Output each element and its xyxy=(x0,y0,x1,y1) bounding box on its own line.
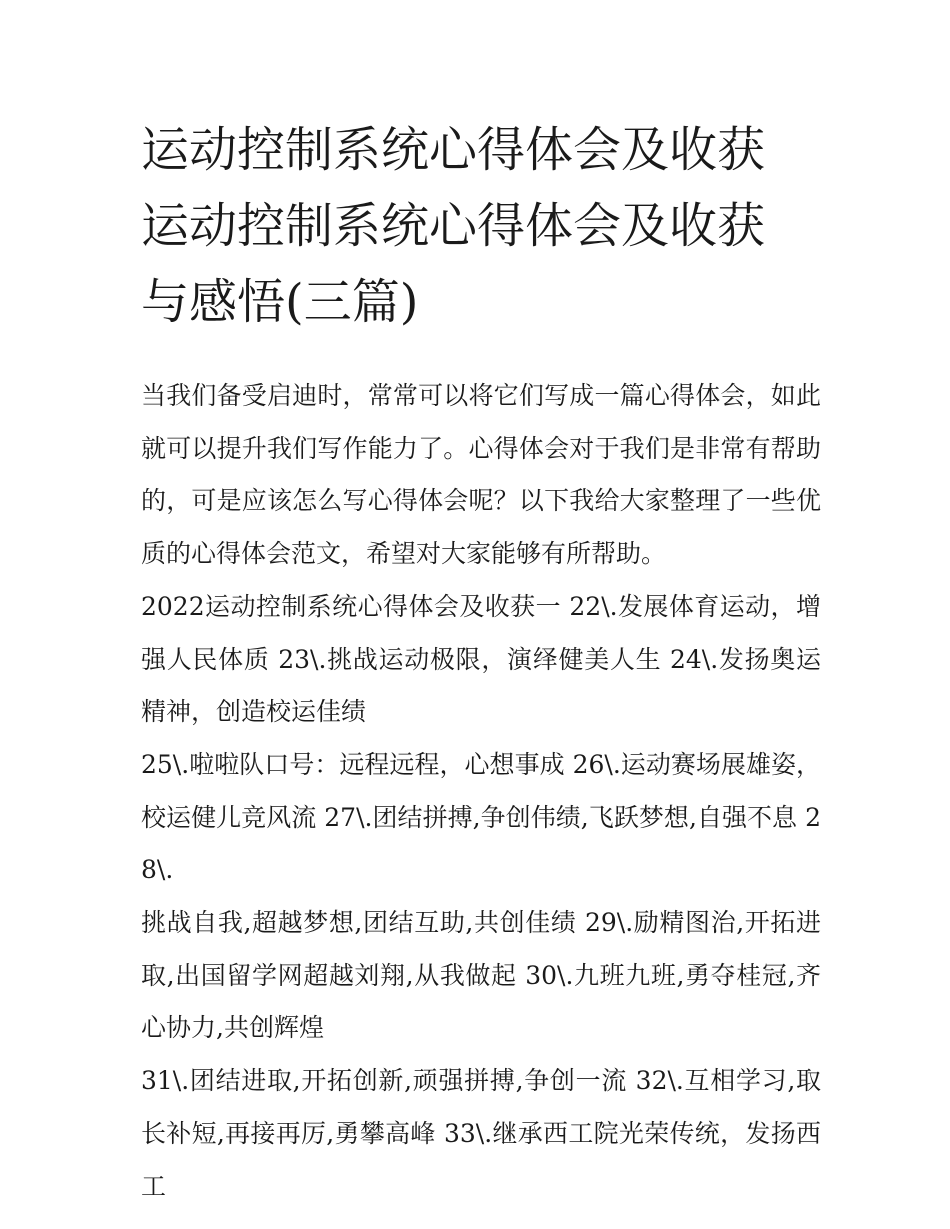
document-title xyxy=(141,112,821,340)
body-paragraph: 挑战自我,超越梦想,团结互助,共创佳绩 29\.励精图治,开拓进取,出国留学网超越刘翔,从我做起 30\.九班九班,勇夺桂冠,齐心协力,共创辉煌 xyxy=(141,908,821,1043)
body-paragraph: 2022运动控制系统心得体会及收获一 22\.发展体育运动，增强人民体质 23\.挑战运动极限，演绎健美人生 24\.发扬奥运精神，创造校运佳绩 xyxy=(141,591,821,727)
document-page xyxy=(141,112,821,1213)
title-line: 运动控制系统心得体会及收获 xyxy=(141,198,766,254)
title-line: 与感悟(三篇) xyxy=(141,274,419,330)
title-line: 运动控制系统心得体会及收获 xyxy=(141,122,766,178)
body-paragraph: 25\.啦啦队口号：远程远程，心想事成 26\.运动赛场展雄姿，校运健儿竞风流 27\.团结拼搏,争创伟绩,飞跃梦想,自强不息 28\. xyxy=(141,749,821,885)
intro-paragraph: 当我们备受启迪时，常常可以将它们写成一篇心得体会，如此就可以提升我们写作能力了。心得体会对于我们是非常有帮助的，可是应该怎么写心得体会呢？以下我给大家整理了一些优质的心得体会范文，希望对大家能够有所帮助。 xyxy=(141,381,821,569)
body-paragraph: 31\.团结进取,开拓创新,顽强拼搏,争创一流 32\.互相学习,取长补短,再接再厉,勇攀高峰 33\.继承西工院光荣传统，发扬西工 xyxy=(141,1066,821,1201)
